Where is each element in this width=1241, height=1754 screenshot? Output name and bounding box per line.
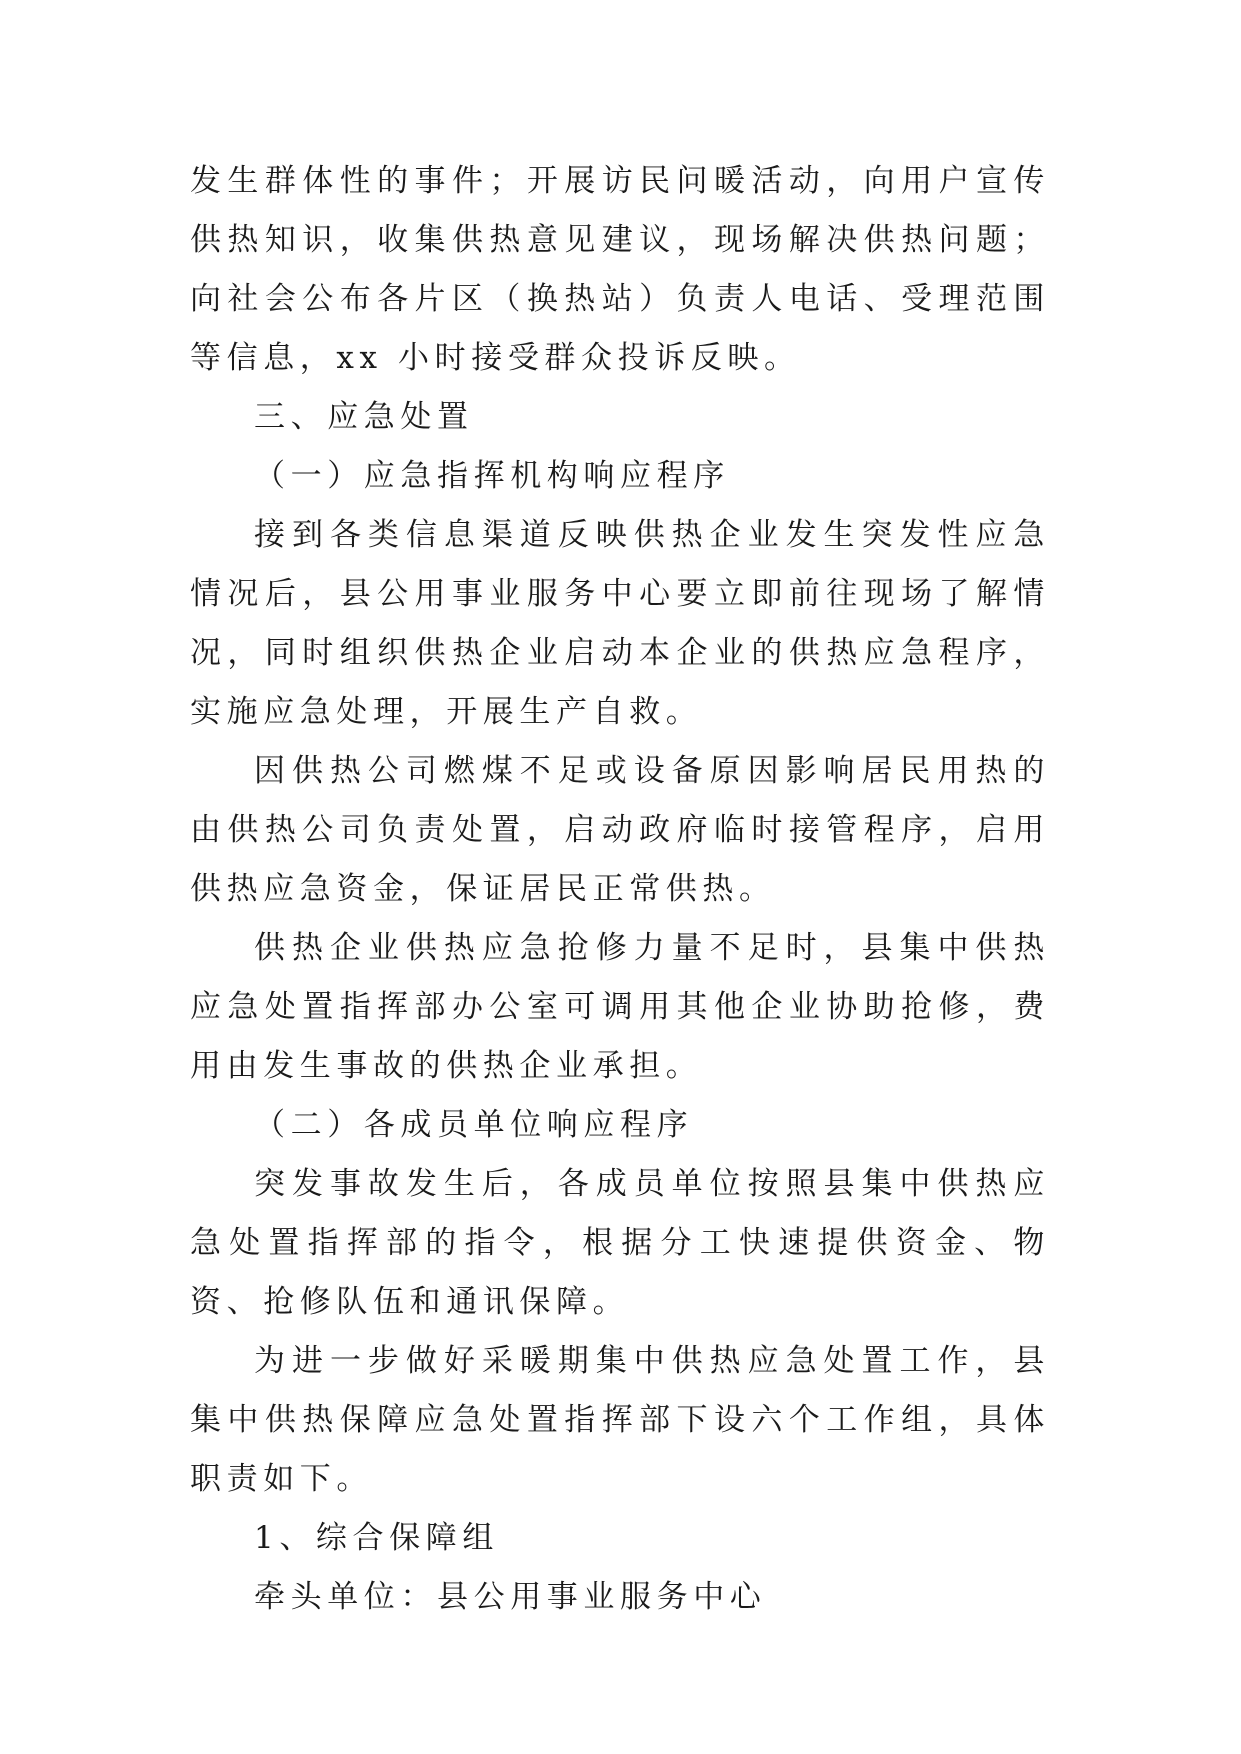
subheading-command-response: （一）应急指挥机构响应程序 — [254, 458, 730, 494]
paragraph-body: 接到各类信息渠道反映供热企业发生突发性应急情况后，县公用事业服务中心要立即前往现场了解情况，同时组织供热企业启动本企业的供热应急程序，实施应急处理，开展生产自救。 — [190, 517, 1050, 730]
paragraph-lead-unit: 牵头单位：县公用事业服务中心 — [254, 1579, 767, 1615]
paragraph-body: 突发事故发生后，各成员单位按照县集中供热应急处置指挥部的指令，根据分工快速提供资金、物资、抢修队伍和通讯保障。 — [190, 1166, 1050, 1320]
section-heading-emergency-response: 三、应急处置 — [254, 399, 474, 435]
document-page — [190, 152, 1050, 1627]
paragraph-body: 因供热公司燃煤不足或设备原因影响居民用热的由供热公司负责处置，启动政府临时接管程序，启用供热应急资金，保证居民正常供热。 — [190, 753, 1050, 907]
paragraph-continuation: 发生群体性的事件；开展访民问暖活动，向用户宣传供热知识，收集供热意见建议，现场解决供热问题；向社会公布各片区（换热站）负责人电话、受理范围等信息，xx 小时接受群众投诉反映。 — [190, 163, 1050, 376]
list-item-group-title: 1、综合保障组 — [254, 1520, 499, 1556]
paragraph-body: 供热企业供热应急抢修力量不足时，县集中供热应急处置指挥部办公室可调用其他企业协助抢修，费用由发生事故的供热企业承担。 — [190, 930, 1050, 1084]
paragraph-body: 为进一步做好采暖期集中供热应急处置工作，县集中供热保障应急处置指挥部下设六个工作组，具体职责如下。 — [190, 1343, 1050, 1497]
subheading-member-units-response: （二）各成员单位响应程序 — [254, 1107, 694, 1143]
